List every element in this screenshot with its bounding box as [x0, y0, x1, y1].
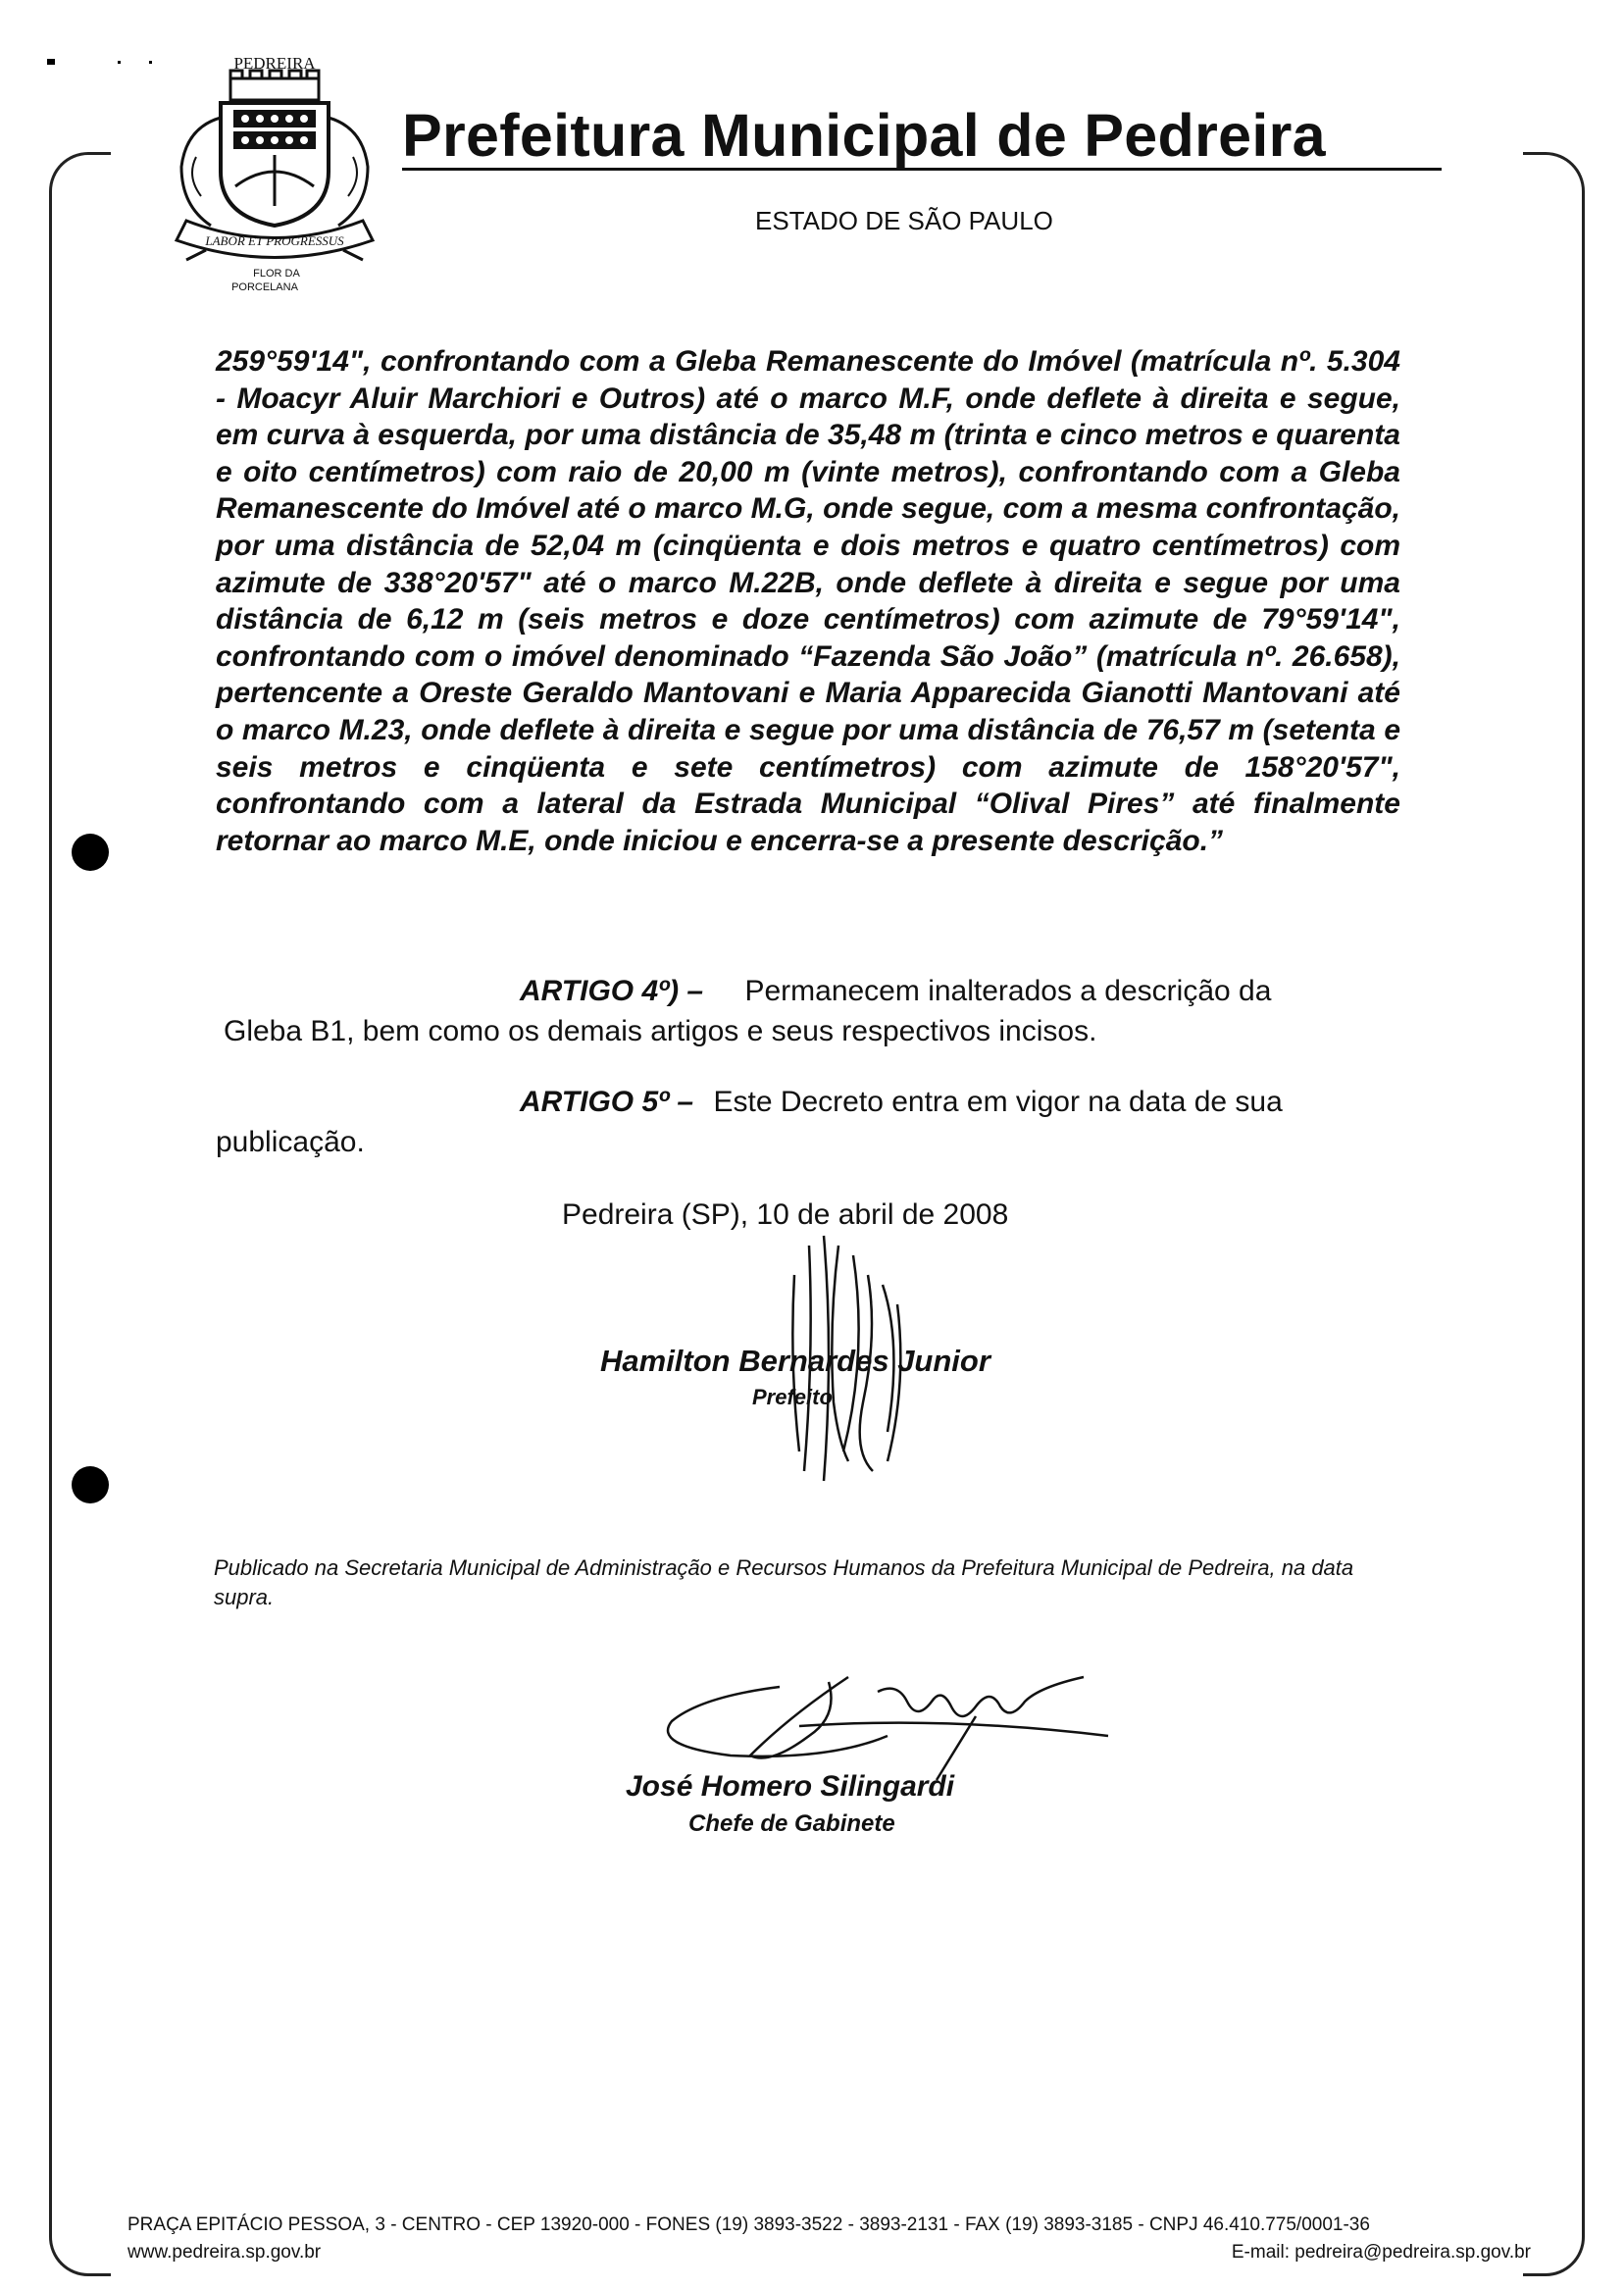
mayor-signature-drawing	[755, 1216, 932, 1491]
mayor-name: Hamilton Bernardes Junior	[600, 1344, 990, 1378]
publication-note: Publicado na Secretaria Municipal de Administração e Recursos Humanos da Prefeitura Municipal de Pedreira, na data supra.	[214, 1555, 1354, 1609]
boundary-description: 259°59'14", confrontando com a Gleba Remanescente do Imóvel (matrícula nº. 5.304 - Moacyr Aluir Marchiori e Outros) até o marco M.F, onde deflete à direita e segue, em curva à esquerda, por uma distância de 35,48 m (trinta e cinco metros e quarenta e oito centímetros) com raio de 20,00 m (vinte metros), confrontando com a Gleba Remanescente do Imóvel até o marco M.G, onde segue, com a mesma confrontação, por uma distância de 52,04 m (cinqüenta e dois metros e quatro centímetros) com azimute de 338°20'57" até o marco M.22B, onde deflete à direita e segue por uma distância de 6,12 m (seis metros e doze centímetros) com azimute de 79°59'14", confrontando com o imóvel denominado “Fazenda São João” (matrícula nº. 26.658), pertencente a Oreste Geraldo Mantovani e Maria Apparecida Gianotti Mantovani até o marco M.23, onde deflete à direita e segue por uma distância de 76,57 m (setenta e seis metros e cinqüenta e sete centímetros) com azimute de 158°20'57", confrontando com a lateral da Estrada Municipal “Olival Pires” até finalmente retornar ao marco M.E, onde iniciou e encerra-se a presente descrição.”	[216, 345, 1400, 857]
crest-top-text: PEDREIRA	[233, 54, 316, 73]
punch-hole	[72, 834, 109, 871]
article-5-text-cont: publicação.	[216, 1126, 365, 1158]
punch-hole	[72, 1466, 109, 1503]
footer-email[interactable]: E-mail: pedreira@pedreira.sp.gov.br	[1231, 2242, 1531, 2263]
scan-speck	[47, 59, 55, 65]
page-frame-left	[49, 152, 111, 2276]
chief-name: José Homero Silingardi	[626, 1770, 955, 1803]
state-subtitle: ESTADO DE SÃO PAULO	[755, 206, 1053, 235]
crest-motto: LABOR ET PROGRESSUS	[205, 233, 344, 248]
crest-bottom-text-1: FLOR DA	[253, 268, 300, 280]
crest-bottom-text-2: PORCELANA	[231, 281, 298, 293]
footer-address: PRAÇA EPITÁCIO PESSOA, 3 - CENTRO - CEP 13920-000 - FONES (19) 3893-3522 - 3893-2131 - FAX (19) 3893-3185 - CNPJ 46.410.775/0001-36	[127, 2214, 1370, 2235]
article-5	[216, 1082, 1393, 1162]
footer-website[interactable]: www.pedreira.sp.gov.br	[127, 2242, 322, 2263]
article-4-text-cont: Gleba B1, bem como os demais artigos e seus respectivos incisos.	[224, 1015, 1097, 1047]
chief-signature-drawing	[652, 1657, 1133, 1785]
mayor-role: Prefeito	[752, 1385, 833, 1409]
scan-speck	[149, 61, 152, 64]
article-5-label: ARTIGO 5º –	[520, 1086, 694, 1118]
scan-speck	[118, 61, 121, 64]
place-date: Pedreira (SP), 10 de abril de 2008	[562, 1198, 1009, 1231]
municipal-crest-logo	[167, 49, 382, 304]
page-frame-right	[1523, 152, 1585, 2276]
article-4-text: Permanecem inalterados a descrição da	[744, 975, 1272, 1007]
page-title: Prefeitura Municipal de Pedreira	[402, 106, 1442, 171]
article-4	[216, 971, 1393, 1051]
chief-role: Chefe de Gabinete	[688, 1810, 895, 1837]
article-5-text: Este Decreto entra em vigor na data de sua	[713, 1086, 1283, 1118]
article-4-label: ARTIGO 4º) –	[520, 975, 704, 1007]
